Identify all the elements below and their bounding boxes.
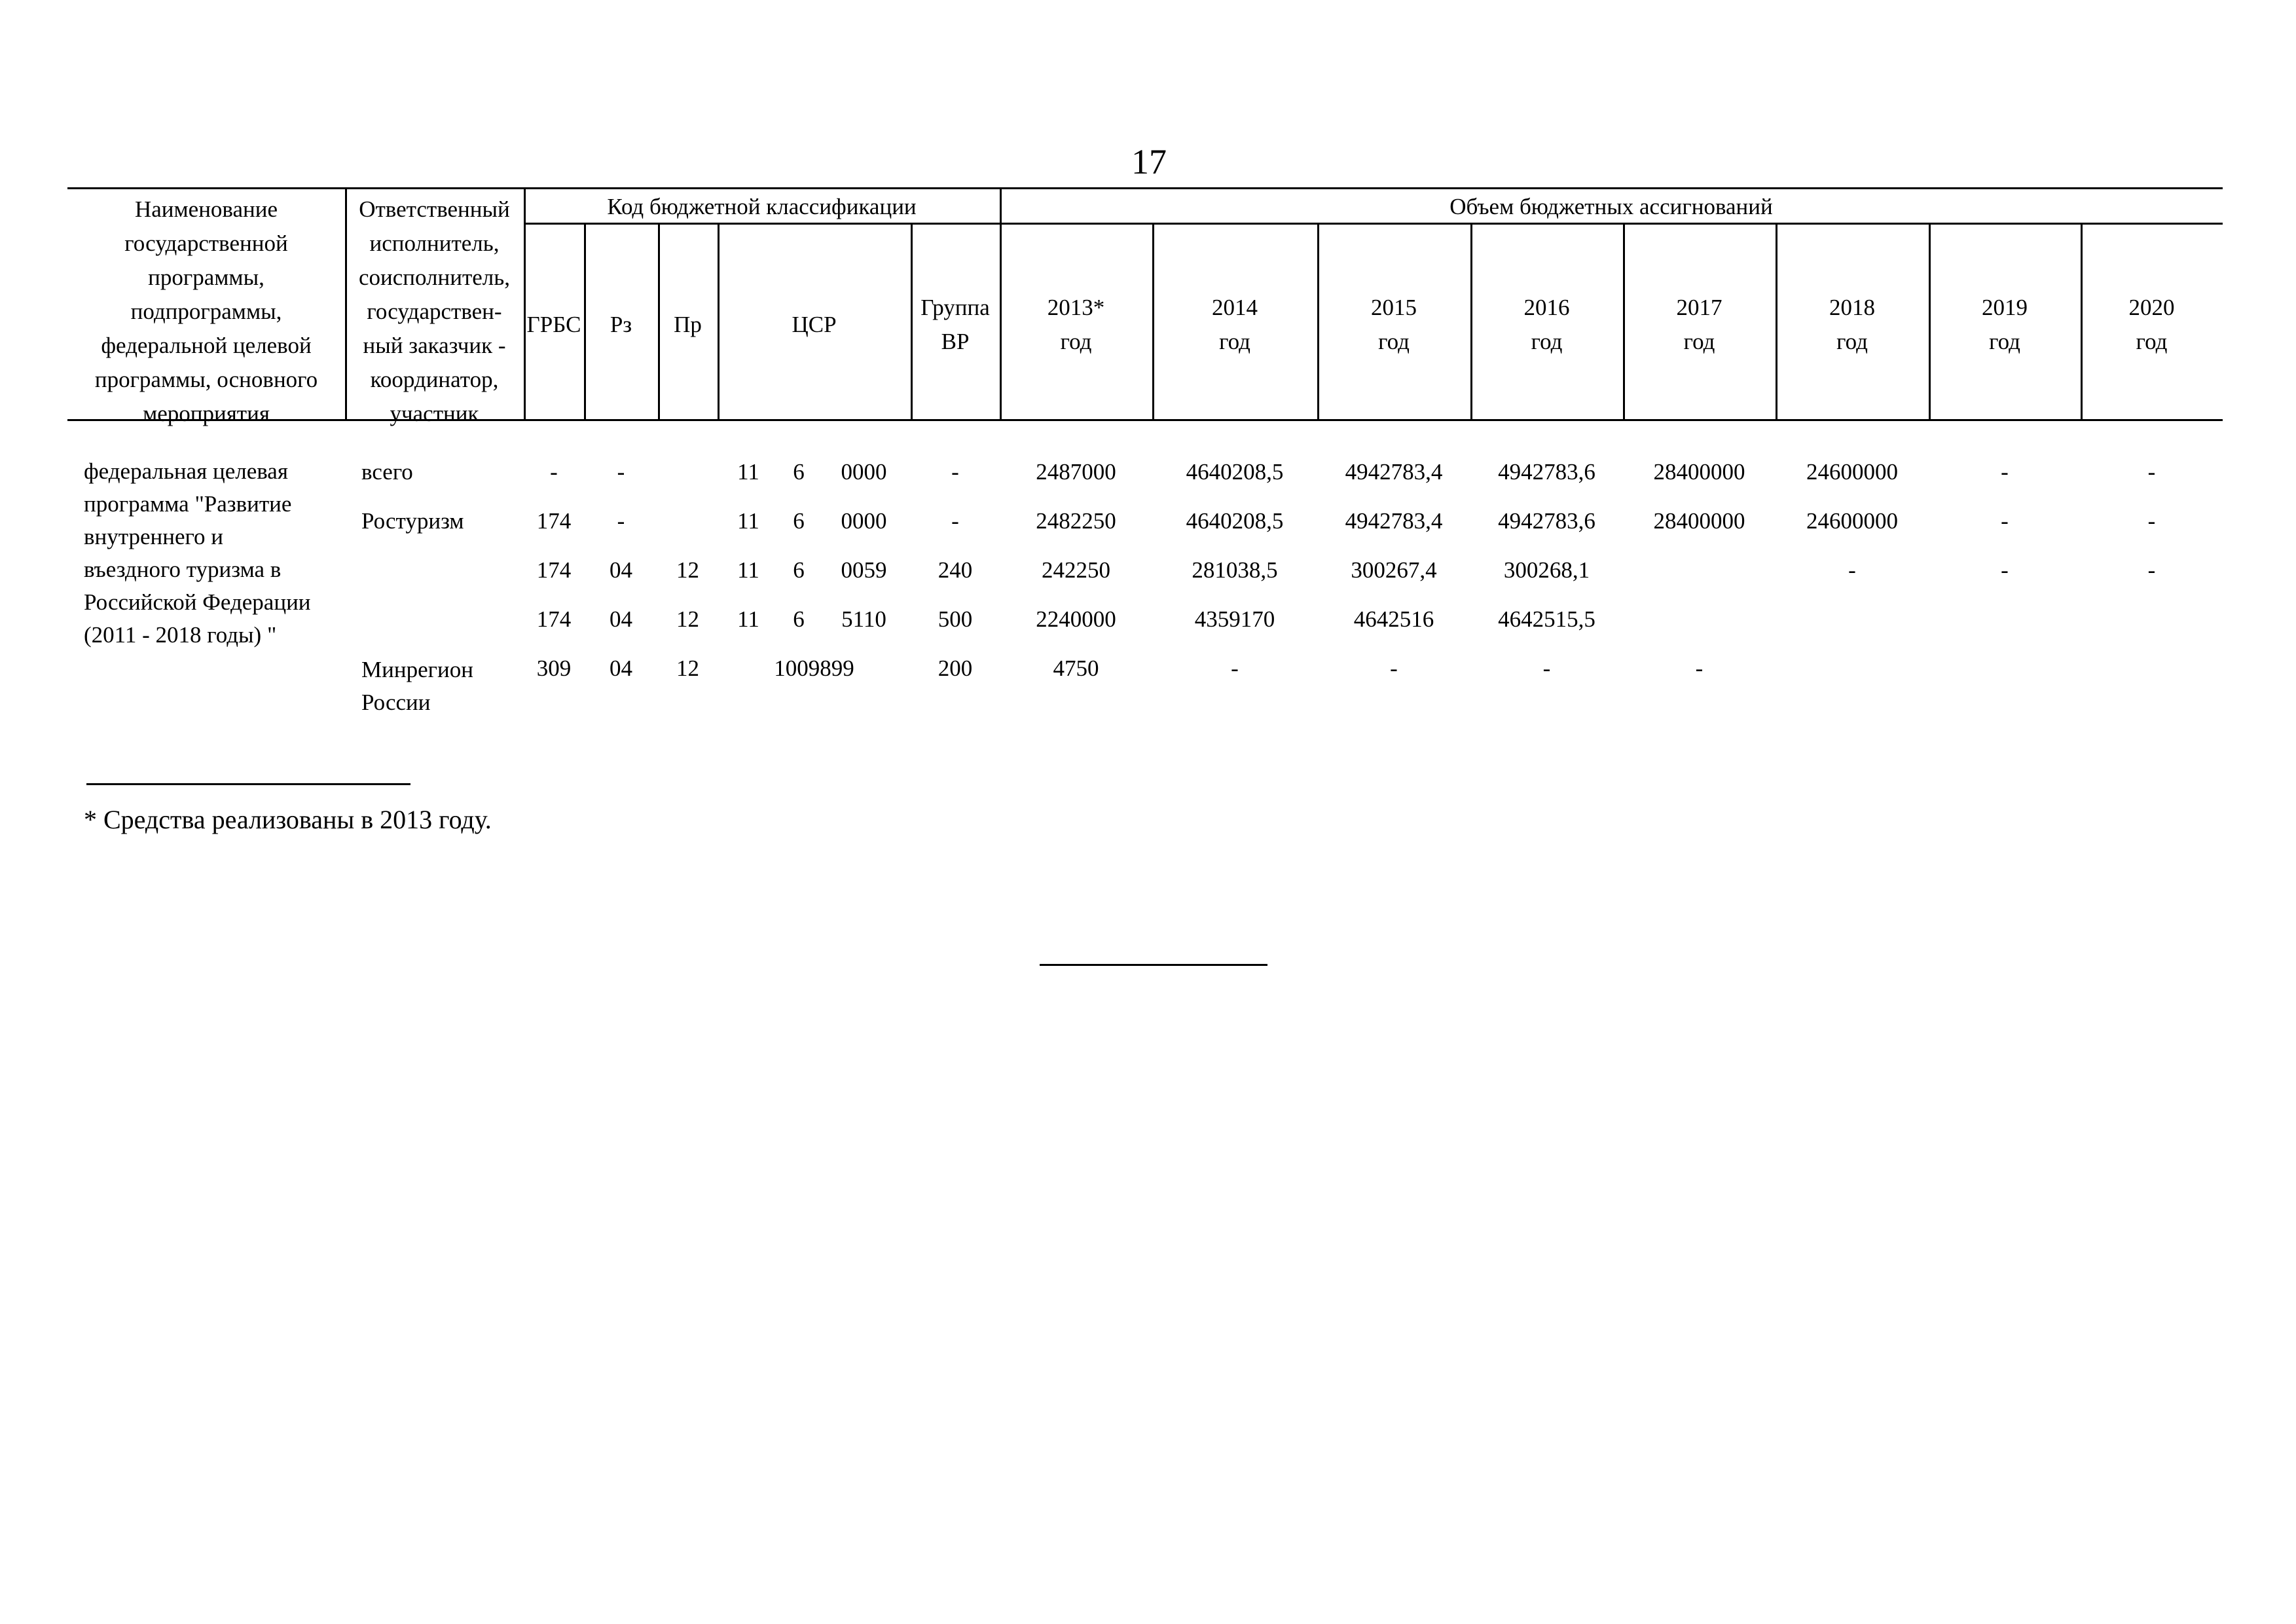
program-name-line: программа "Развитие — [84, 491, 292, 517]
csr-part-cell: 5110 — [841, 606, 886, 632]
header-text-line: координатор, — [370, 367, 499, 392]
value-cell: 4640208,5 — [1186, 459, 1284, 485]
end-of-section-rule — [1040, 964, 1267, 966]
vr-cell: 500 — [938, 606, 973, 632]
value-cell: - — [2147, 459, 2156, 485]
value-cell: 300268,1 — [1503, 557, 1590, 583]
vr-cell: 240 — [938, 557, 973, 583]
header-program-name — [67, 193, 345, 431]
group-header-rule-volume — [1000, 223, 2223, 225]
header-text-line: участник — [390, 401, 479, 426]
footnote-separator — [86, 783, 410, 785]
program-name-line: (2011 - 2018 годы) " — [84, 622, 277, 648]
header-year: 2014 — [1212, 295, 1258, 320]
value-cell: 4942783,4 — [1345, 508, 1443, 534]
header-year-unit: год — [1060, 329, 1092, 354]
csr-part-cell: 6 — [793, 508, 805, 534]
csr-cell: 1009899 — [774, 655, 854, 681]
header-vr — [911, 291, 1000, 359]
value-cell: 24600000 — [1806, 459, 1898, 485]
header-csr: ЦСР — [792, 312, 837, 337]
header-text-line: Группа — [920, 295, 990, 320]
grbs-cell: - — [550, 459, 558, 485]
csr-part-cell: 11 — [737, 459, 759, 485]
header-year-unit: год — [2136, 329, 2168, 354]
value-cell: 4942783,6 — [1498, 459, 1595, 485]
value-cell: - — [1390, 655, 1398, 681]
value-cell: 28400000 — [1653, 459, 1745, 485]
header-year-unit: год — [1219, 329, 1250, 354]
header-year-2016 — [1470, 291, 1623, 359]
vr-cell: 200 — [938, 655, 973, 681]
csr-part-cell: 6 — [793, 557, 805, 583]
header-year: 2018 — [1829, 295, 1875, 320]
pr-cell: 12 — [676, 606, 699, 632]
header-grbs: ГРБС — [526, 312, 581, 337]
csr-part-cell: 11 — [737, 508, 759, 534]
header-pr: Пр — [674, 312, 702, 337]
csr-part-cell: 0000 — [841, 459, 887, 485]
value-cell: 4642516 — [1353, 606, 1434, 632]
header-year: 2019 — [1982, 295, 2028, 320]
pr-cell: 12 — [676, 557, 699, 583]
header-executor — [345, 193, 524, 431]
header-year-unit: год — [1989, 329, 2020, 354]
rz-cell: - — [617, 459, 625, 485]
program-name-line: Российской Федерации — [84, 589, 311, 615]
value-cell: - — [2001, 459, 2009, 485]
header-text-line: исполнитель, — [369, 231, 500, 256]
header-year-2017 — [1623, 291, 1776, 359]
csr-part-cell: 6 — [793, 606, 805, 632]
header-text-line: программы, — [148, 265, 264, 290]
header-text-line: государствен- — [367, 299, 502, 324]
program-name — [84, 455, 346, 652]
header-text-line: Наименование — [134, 196, 278, 222]
vr-cell: - — [951, 508, 959, 534]
header-year: 2017 — [1676, 295, 1722, 320]
header-year: 2013* — [1047, 295, 1105, 320]
program-name-line: внутреннего и — [84, 524, 223, 549]
header-rz: Рз — [610, 312, 632, 337]
header-text-line: Ответственный — [359, 196, 510, 222]
value-cell: 28400000 — [1653, 508, 1745, 534]
header-budget-code-group: Код бюджетной классификации — [607, 194, 917, 219]
header-year-unit: год — [1683, 329, 1715, 354]
header-year-2018 — [1776, 291, 1929, 359]
executor-cell — [361, 654, 473, 719]
value-cell: 4642515,5 — [1498, 606, 1595, 632]
rz-cell: 04 — [610, 557, 632, 583]
executor-line: России — [361, 690, 431, 715]
executor-cell: всего — [361, 459, 413, 485]
footnote: * Средства реализованы в 2013 году. — [84, 805, 492, 834]
header-year-unit: год — [1836, 329, 1868, 354]
csr-part-cell: 11 — [737, 606, 759, 632]
csr-part-cell: 11 — [737, 557, 759, 583]
csr-part-cell: 6 — [793, 459, 805, 485]
grbs-cell: 309 — [536, 655, 572, 681]
header-text-line: программы, основного — [94, 367, 318, 392]
value-cell: - — [2147, 557, 2156, 583]
header-text-line: подпрограммы, — [130, 299, 282, 324]
header-volume-group: Объем бюджетных ассигнований — [1449, 194, 1773, 219]
value-cell: 2487000 — [1036, 459, 1116, 485]
header-year-2013 — [1000, 291, 1152, 359]
grbs-cell: 174 — [536, 557, 572, 583]
value-cell: 24600000 — [1806, 508, 1898, 534]
value-cell: - — [1542, 655, 1551, 681]
value-cell: 281038,5 — [1192, 557, 1278, 583]
header-text-line: соисполнитель, — [358, 265, 510, 290]
value-cell: 2240000 — [1036, 606, 1116, 632]
header-year-unit: год — [1378, 329, 1410, 354]
value-cell: 4942783,6 — [1498, 508, 1595, 534]
header-year-2019 — [1929, 291, 2081, 359]
header-year: 2015 — [1371, 295, 1417, 320]
value-cell: - — [1848, 557, 1856, 583]
header-year-2020 — [2081, 291, 2223, 359]
value-cell: 4640208,5 — [1186, 508, 1284, 534]
vr-cell: - — [951, 459, 959, 485]
header-year-2014 — [1152, 291, 1317, 359]
value-cell: 4359170 — [1194, 606, 1275, 632]
header-year: 2016 — [1523, 295, 1570, 320]
table-top-rule — [67, 187, 2223, 189]
value-cell: 2482250 — [1036, 508, 1116, 534]
header-text-line: ный заказчик - — [363, 333, 506, 358]
rz-cell: - — [617, 508, 625, 534]
header-text-line: мероприятия — [143, 401, 270, 426]
value-cell: 242250 — [1042, 557, 1110, 583]
value-cell: - — [1695, 655, 1704, 681]
value-cell: 4750 — [1053, 655, 1099, 681]
executor-cell: Ростуризм — [361, 508, 464, 534]
grbs-cell: 174 — [536, 508, 572, 534]
program-name-line: федеральная целевая — [84, 458, 288, 484]
value-cell: 300267,4 — [1351, 557, 1437, 583]
program-name-line: въездного туризма в — [84, 557, 282, 582]
header-year-unit: год — [1531, 329, 1563, 354]
group-header-rule-codes — [524, 223, 1000, 225]
header-year-2015 — [1317, 291, 1470, 359]
value-cell: - — [1231, 655, 1239, 681]
value-cell: 4942783,4 — [1345, 459, 1443, 485]
value-cell: - — [2147, 508, 2156, 534]
rz-cell: 04 — [610, 606, 632, 632]
rz-cell: 04 — [610, 655, 632, 681]
value-cell: - — [2001, 508, 2009, 534]
page-number: 17 — [1131, 142, 1167, 181]
grbs-cell: 174 — [536, 606, 572, 632]
header-year: 2020 — [2128, 295, 2175, 320]
csr-part-cell: 0059 — [841, 557, 887, 583]
value-cell: - — [2001, 557, 2009, 583]
csr-part-cell: 0000 — [841, 508, 887, 534]
header-text-line: государственной — [124, 231, 288, 256]
executor-line: Минрегион — [361, 657, 473, 682]
header-text-line: федеральной целевой — [101, 333, 312, 358]
pr-cell: 12 — [676, 655, 699, 681]
header-text-line: ВР — [941, 329, 970, 354]
